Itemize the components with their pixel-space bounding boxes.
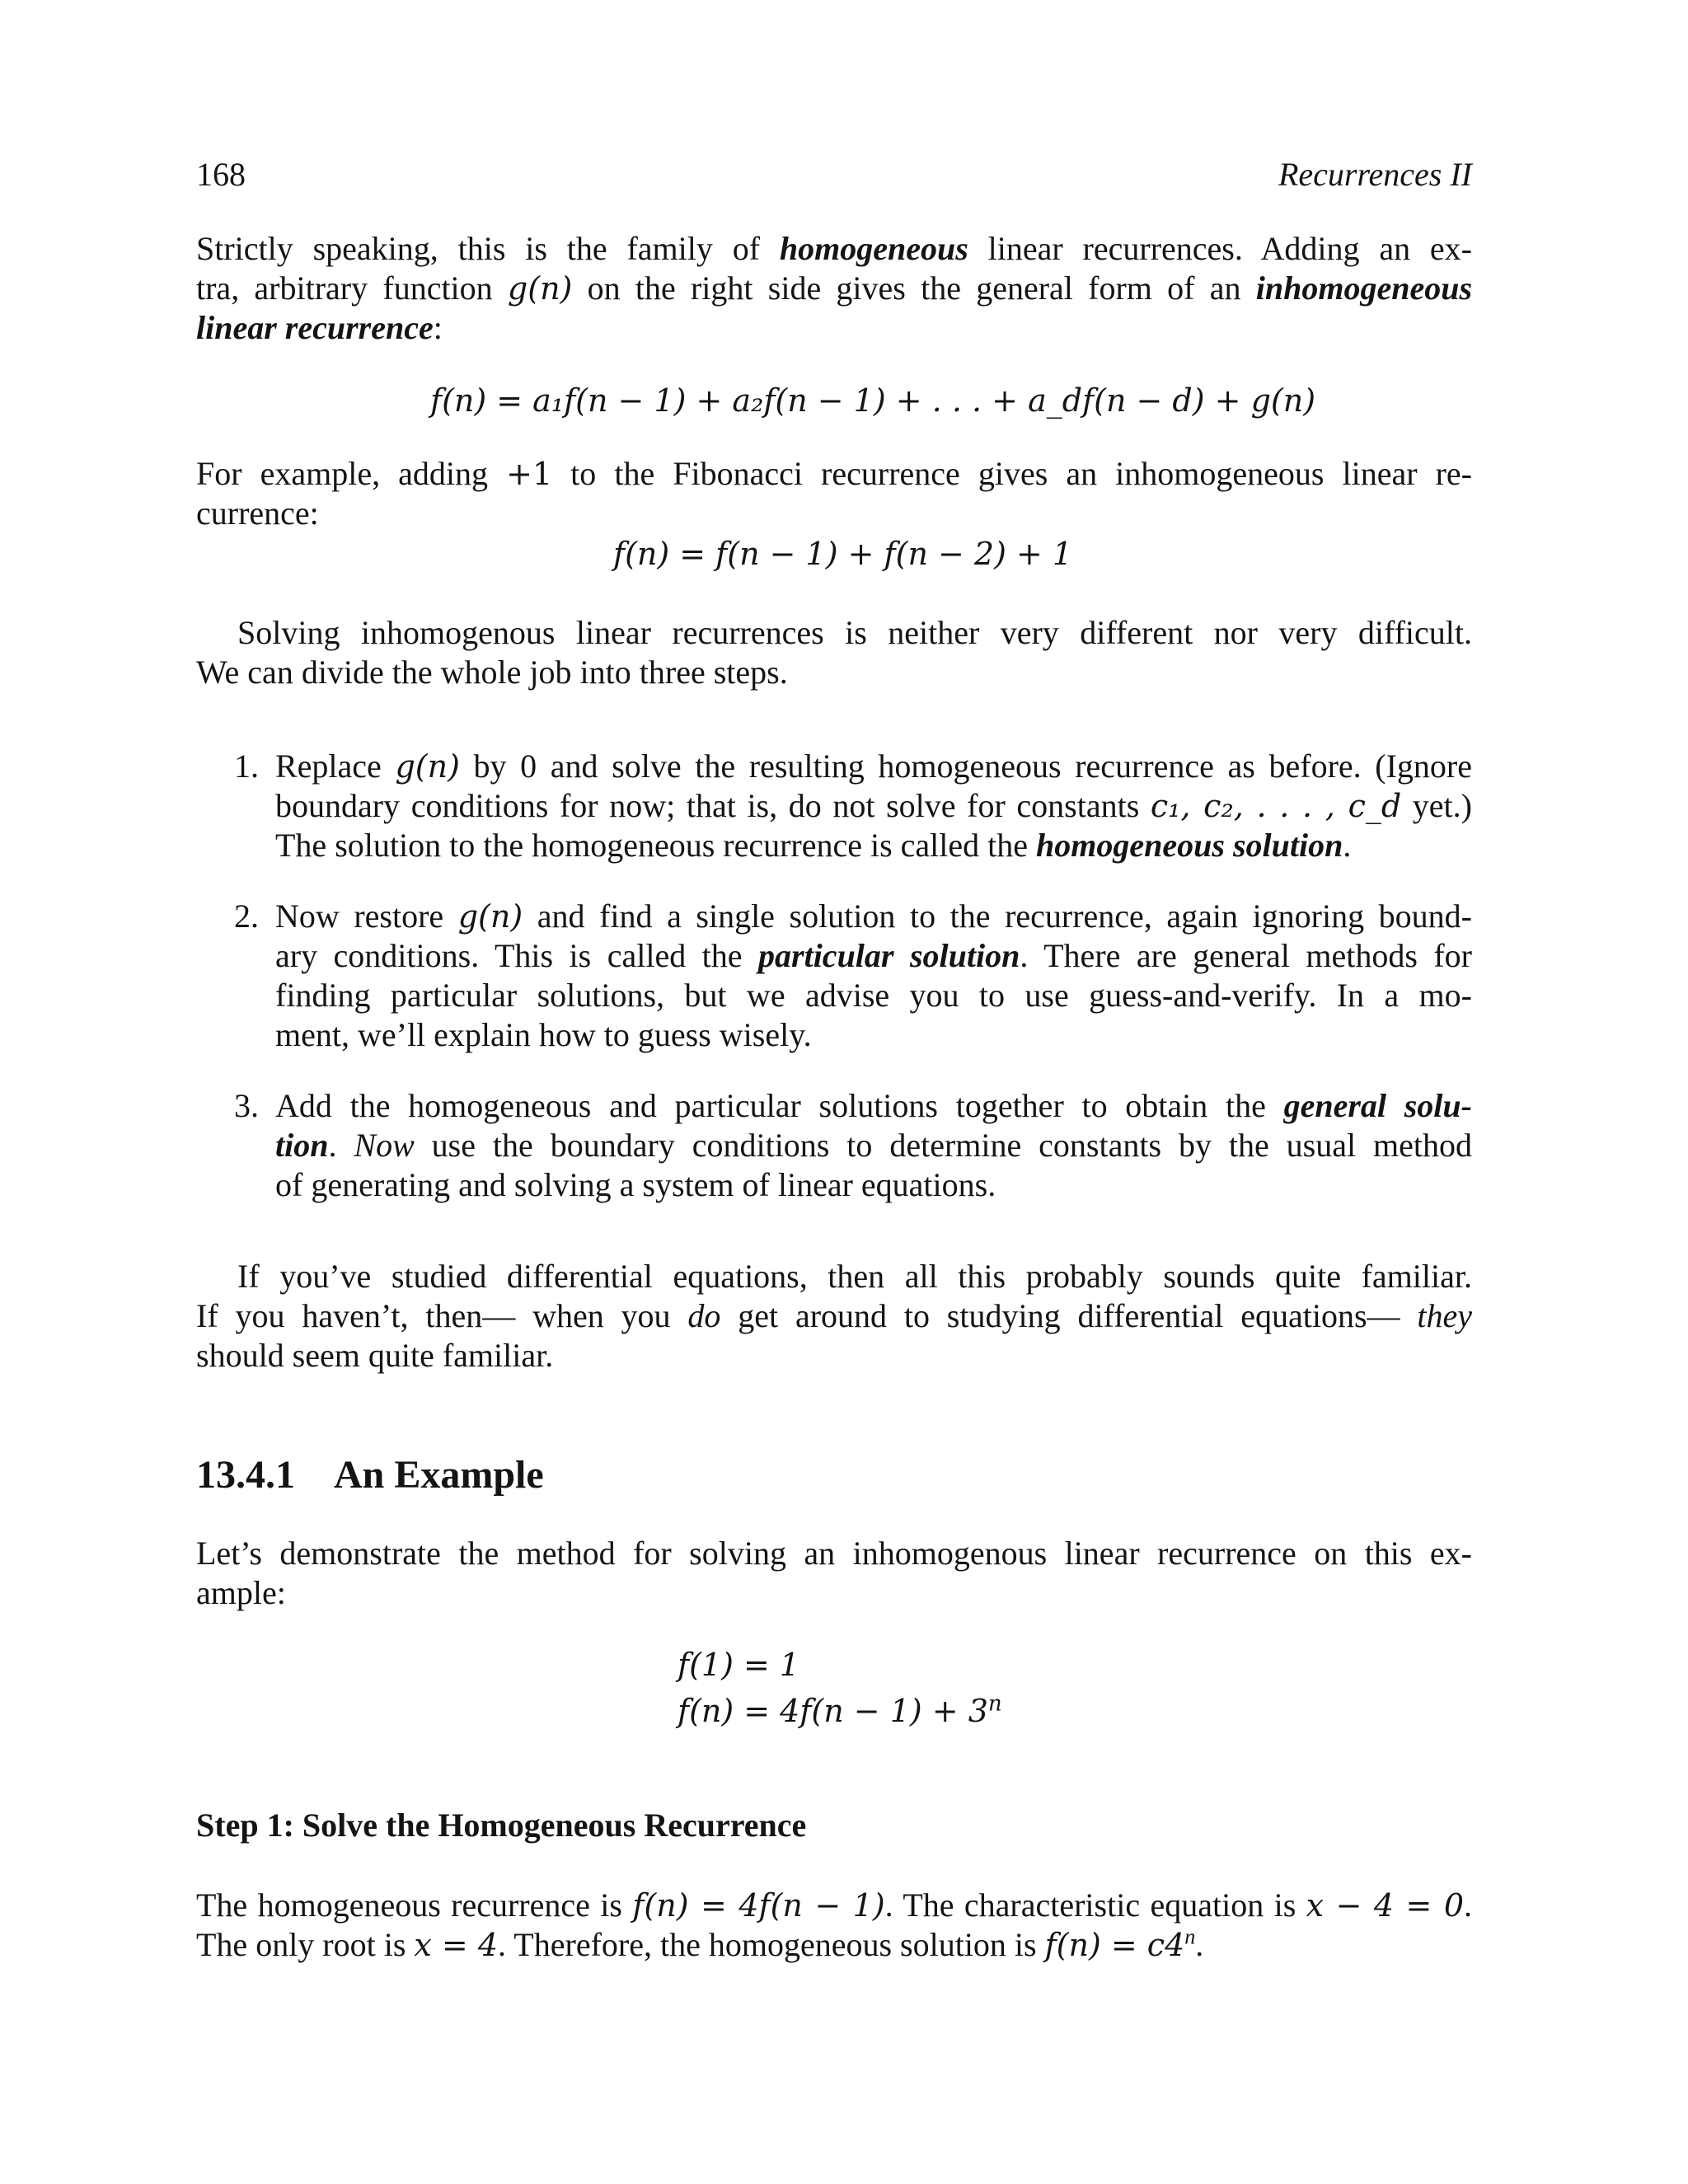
text: yet.) <box>1401 787 1472 824</box>
term-inhomogeneous: inhomogeneous <box>1255 269 1472 307</box>
term-homogeneous-solution: homogeneous solution <box>1036 827 1343 864</box>
term-particular-solution: particular solution <box>758 937 1020 974</box>
step-number: 2. <box>234 898 259 935</box>
text: The homogeneous recurrence is <box>196 1886 633 1924</box>
paragraph-homogeneous-family <box>196 229 1472 348</box>
math-homogeneous-recurrence: f(n) = 4f(n − 1) <box>632 1887 885 1924</box>
paragraph-fibonacci-example <box>196 454 1472 533</box>
text: . <box>1464 1886 1472 1924</box>
exponent: n <box>1184 1924 1196 1949</box>
para1-line1 <box>196 229 1472 269</box>
paragraph-differential-equations <box>196 1257 1472 1376</box>
para2-line1 <box>196 454 1472 494</box>
step1-line2 <box>275 786 1472 826</box>
term-general-solution: general solu- <box>1283 1087 1472 1124</box>
text: linear recurrences. Adding an ex- <box>968 230 1472 267</box>
text: Now restore <box>275 898 458 935</box>
step3-line2 <box>275 1126 1472 1165</box>
step2-line1 <box>275 897 1472 936</box>
step1-line1 <box>275 747 1472 786</box>
para1-line3 <box>196 308 1472 348</box>
section-heading <box>196 1452 544 1498</box>
term-linear-recurrence: linear recurrence <box>196 309 434 346</box>
text: get around to studying differential equations— <box>720 1297 1418 1334</box>
text: boundary conditions for now; that is, do not solve for constants <box>275 787 1151 824</box>
text: use the boundary conditions to determine constants by the usual method <box>414 1127 1472 1164</box>
text: If you haven’t, then— when you <box>196 1297 688 1334</box>
math-g-of-n: g(n) <box>395 748 460 785</box>
para5-line1: Let’s demonstrate the method for solving an inhomogenous linear recurrence on this ex- <box>196 1535 1472 1572</box>
text: . Therefore, the homogeneous solution is <box>498 1926 1045 1963</box>
math-g-of-n: g(n) <box>507 270 573 307</box>
text: The only root is <box>196 1926 415 1963</box>
text: . <box>1343 827 1352 864</box>
step3-line1 <box>275 1086 1472 1126</box>
text: and find a single solution to the recurrence, again ignoring bound- <box>523 898 1472 935</box>
text: The solution to the homogeneous recurrence is called the <box>275 827 1037 864</box>
para4-line1: If you’ve studied differential equations, then all this probably sounds quite familiar. <box>237 1258 1472 1295</box>
math-plus-one: +1 <box>506 456 553 492</box>
text: on the right side gives the general form of an <box>572 269 1256 307</box>
text: : <box>433 309 443 346</box>
step2-line2 <box>275 936 1472 976</box>
text: Strictly speaking, this is the family of <box>196 230 780 267</box>
para3-line2: We can divide the whole job into three steps. <box>196 654 788 691</box>
math-homogeneous-solution: f(n) = c4 <box>1044 1927 1185 1963</box>
math-g-of-n: g(n) <box>457 898 523 935</box>
subsection-heading: Step 1: Solve the Homogeneous Recurrence <box>196 1807 807 1844</box>
para4-line3: should seem quite familiar. <box>196 1337 554 1374</box>
page-header <box>196 155 1472 198</box>
step3-line3: of generating and solving a system of linear equations. <box>275 1166 996 1203</box>
text: For example, adding <box>196 455 507 492</box>
para6-line1 <box>196 1886 1472 1925</box>
math-characteristic-equation: x − 4 = 0 <box>1306 1887 1465 1924</box>
equation-example-recurrence <box>678 1691 1002 1731</box>
running-head: Recurrences II <box>1278 156 1472 193</box>
term-general-solution-end: tion <box>275 1127 329 1164</box>
text: ary conditions. This is called the <box>275 937 759 974</box>
text: . The characteristic equation is <box>884 1886 1306 1924</box>
list-item <box>196 897 1472 1055</box>
emphasis-now: Now <box>354 1127 415 1164</box>
text: . <box>328 1127 354 1164</box>
list-item <box>196 747 1472 865</box>
emphasis-they: they <box>1417 1297 1472 1334</box>
text: tra, arbitrary function <box>196 269 508 307</box>
step2-line3: finding particular solutions, but we advise you to use guess-and-verify. In a mo- <box>275 977 1472 1014</box>
text: by 0 and solve the resulting homogeneous recurrence as before. (Ignore <box>459 748 1472 785</box>
math-root: x = 4 <box>414 1927 499 1963</box>
para5-line2: ample: <box>196 1574 286 1611</box>
para2-line2: currence: <box>196 494 319 532</box>
section-number: 13.4.1 <box>196 1453 295 1497</box>
steps-list <box>196 747 1472 1236</box>
section-title: An Example <box>334 1453 544 1497</box>
step-number: 3. <box>234 1087 259 1124</box>
equation-boundary-condition: f(1) = 1 <box>678 1647 800 1683</box>
text: to the Fibonacci recurrence gives an inhomogeneous linear re- <box>552 455 1472 492</box>
paragraph-example-intro <box>196 1534 1472 1613</box>
exponent: n <box>987 1691 1002 1717</box>
text: . There are general methods for <box>1020 937 1472 974</box>
text: . <box>1195 1926 1204 1963</box>
step2-line4: ment, we’ll explain how to guess wisely. <box>275 1016 812 1053</box>
list-item <box>196 1086 1472 1205</box>
paragraph-step1-solution <box>196 1886 1472 1965</box>
para1-line2 <box>196 269 1472 308</box>
page-number: 168 <box>196 156 246 193</box>
text: Replace <box>275 748 396 785</box>
term-homogeneous: homogeneous <box>779 230 968 267</box>
equation-general-inhomogeneous: f(n) = a₁f(n − 1) + a₂f(n − 1) + . . . + a_df(n − d) + g(n) <box>430 382 1316 419</box>
text: f(n) = 4f(n − 1) + 3 <box>678 1693 988 1729</box>
step1-line3 <box>275 826 1472 865</box>
equation-fibonacci-inhomogeneous: f(n) = f(n − 1) + f(n − 2) + 1 <box>613 536 1073 572</box>
text: Add the homogeneous and particular solutions together to obtain the <box>275 1087 1284 1124</box>
step-number: 1. <box>234 748 259 785</box>
emphasis-do: do <box>687 1297 721 1334</box>
paragraph-solving-steps-intro <box>196 613 1472 692</box>
para6-line2 <box>196 1925 1472 1965</box>
para4-line2 <box>196 1296 1472 1336</box>
para3-line1: Solving inhomogenous linear recurrences is neither very different nor very difficult. <box>237 614 1472 651</box>
math-constants: c₁, c₂, . . . , c_d <box>1150 788 1402 824</box>
